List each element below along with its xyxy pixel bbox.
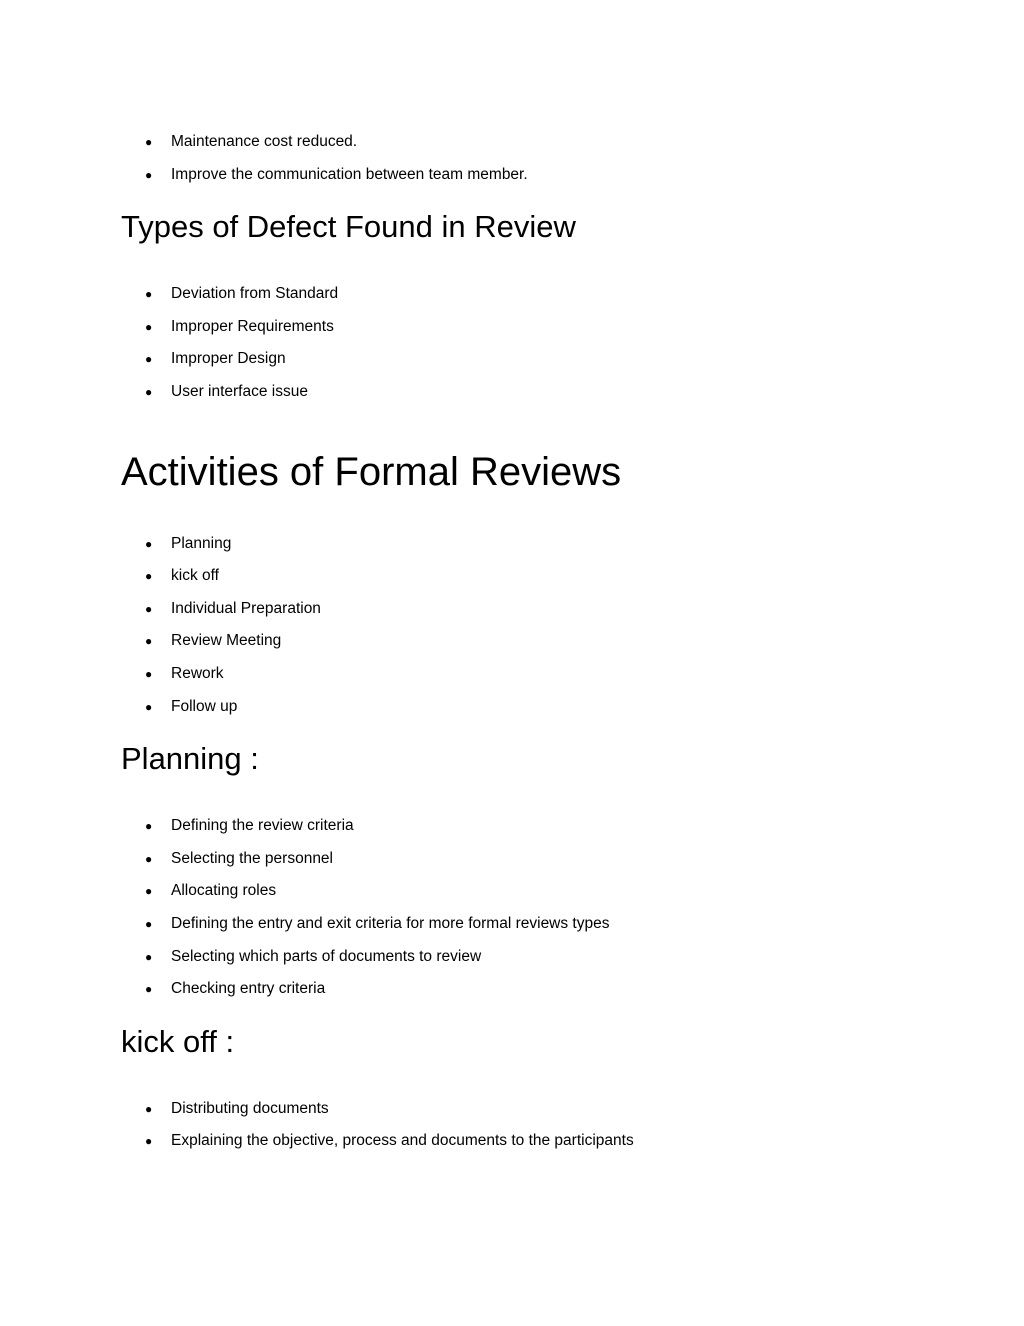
bullet-icon: ● — [145, 884, 153, 898]
list-item: ● Deviation from Standard — [145, 282, 338, 306]
bullet-icon: ● — [145, 385, 153, 399]
section-heading-activities: Activities of Formal Reviews — [121, 450, 622, 494]
list-item: ● Follow up — [145, 695, 237, 719]
bullet-icon: ● — [145, 352, 153, 366]
bullet-icon: ● — [145, 135, 153, 149]
list-item: ● Explaining the objective, process and documents to the participants — [145, 1129, 634, 1153]
list-item: ● kick off — [145, 564, 219, 588]
section-heading-defect-types: Types of Defect Found in Review — [121, 209, 576, 244]
list-item: ● Selecting which parts of documents to review — [145, 945, 481, 969]
list-item: ● Defining the entry and exit criteria for more formal reviews types — [145, 912, 609, 936]
list-item: ● Improper Requirements — [145, 315, 334, 339]
bullet-icon: ● — [145, 917, 153, 931]
bullet-icon: ● — [145, 287, 153, 301]
bullet-icon: ● — [145, 1102, 153, 1116]
list-item: ● Maintenance cost reduced. — [145, 130, 357, 154]
bullet-icon: ● — [145, 1134, 153, 1148]
bullet-icon: ● — [145, 852, 153, 866]
list-item: ● Selecting the personnel — [145, 847, 333, 871]
bullet-icon: ● — [145, 950, 153, 964]
bullet-icon: ● — [145, 982, 153, 996]
list-item: ● Review Meeting — [145, 629, 281, 653]
bullet-icon: ● — [145, 819, 153, 833]
bullet-icon: ● — [145, 700, 153, 714]
bullet-icon: ● — [145, 602, 153, 616]
list-item: ● Individual Preparation — [145, 597, 321, 621]
list-item: ● Improve the communication between team member. — [145, 163, 528, 187]
bullet-icon: ● — [145, 667, 153, 681]
list-item: ● User interface issue — [145, 380, 308, 404]
bullet-icon: ● — [145, 320, 153, 334]
section-heading-planning: Planning : — [121, 741, 259, 776]
list-item: ● Improper Design — [145, 347, 286, 371]
bullet-icon: ● — [145, 634, 153, 648]
list-item: ● Planning — [145, 532, 231, 556]
list-item: ● Checking entry criteria — [145, 977, 325, 1001]
section-heading-kickoff: kick off : — [121, 1024, 235, 1059]
list-item: ● Defining the review criteria — [145, 814, 354, 838]
bullet-icon: ● — [145, 537, 153, 551]
list-item: ● Allocating roles — [145, 879, 276, 903]
bullet-icon: ● — [145, 168, 153, 182]
list-item: ● Rework — [145, 662, 224, 686]
list-item: ● Distributing documents — [145, 1097, 329, 1121]
bullet-icon: ● — [145, 569, 153, 583]
